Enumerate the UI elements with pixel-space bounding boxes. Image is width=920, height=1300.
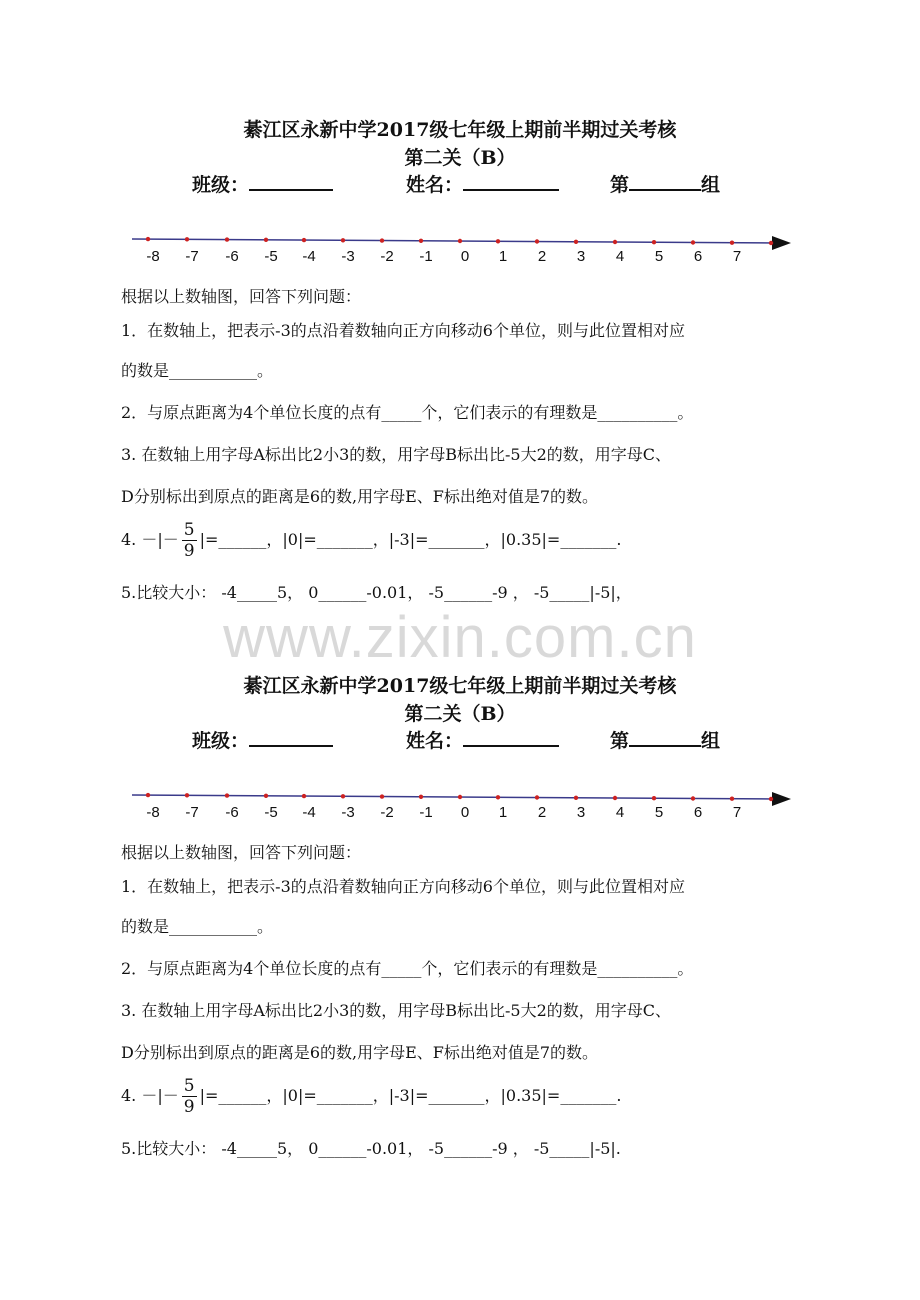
tick-dot — [458, 239, 462, 243]
tick-dot — [341, 238, 345, 242]
question-1-line-2: 的数是___________。 — [121, 361, 274, 380]
tick-label: -7 — [185, 804, 199, 821]
tick-dot — [496, 795, 500, 799]
watermark: www.zixin.com.cn — [223, 605, 697, 670]
tick-dot — [769, 241, 773, 245]
fraction — [182, 520, 197, 561]
number-line — [0, 225, 920, 270]
tick-dot — [185, 237, 189, 241]
tick-label: -7 — [185, 248, 199, 265]
class-label: 班级： — [192, 730, 250, 752]
tick-dot — [380, 238, 384, 242]
tick-label: -2 — [380, 804, 394, 821]
question-2: 2．与原点距离为4个单位长度的点有_____个，它们表示的有理数是__________。 — [121, 959, 694, 978]
tick-group — [146, 237, 773, 265]
group-blank[interactable] — [629, 171, 701, 191]
exam-title: 綦江区永新中学2017级七年级上期前半期过关考核 — [243, 675, 677, 697]
tick-label: -6 — [225, 248, 239, 265]
tick-label: 7 — [732, 804, 742, 821]
question-2: 2．与原点距离为4个单位长度的点有_____个，它们表示的有理数是__________。 — [121, 403, 694, 422]
tick-label: -4 — [302, 248, 316, 265]
question-3-line-2: D分别标出到原点的距离是6的数,用字母E、F标出绝对值是7的数。 — [121, 487, 599, 506]
class-blank[interactable] — [249, 727, 333, 747]
exam-subtitle: 第二关（B） — [404, 703, 516, 725]
question-4-prefix: 4. －|－ — [121, 1086, 179, 1105]
tick-dot — [652, 796, 656, 800]
tick-dot — [264, 794, 268, 798]
tick-dot — [419, 795, 423, 799]
tick-label: 3 — [576, 248, 586, 265]
question-4-prefix: 4. －|－ — [121, 530, 179, 549]
tick-label: -2 — [380, 248, 394, 265]
tick-label: -1 — [419, 804, 433, 821]
tick-dot — [225, 237, 229, 241]
tick-label: 1 — [498, 248, 508, 265]
tick-dot — [730, 241, 734, 245]
fraction-numerator: 5 — [183, 520, 195, 540]
class-field — [192, 726, 333, 753]
tick-dot — [535, 239, 539, 243]
fraction-numerator: 5 — [183, 1076, 195, 1096]
tick-label: -1 — [419, 248, 433, 265]
question-5: 5.比较大小： -4_____5， 0______-0.01， -5______-9 ， -5_____|-5|. — [121, 1139, 621, 1158]
fraction-denominator: 9 — [183, 1097, 195, 1117]
tick-dot — [146, 237, 150, 241]
tick-group — [146, 793, 773, 821]
question-3-line-2: D分别标出到原点的距离是6的数,用字母E、F标出绝对值是7的数。 — [121, 1043, 599, 1062]
axis-arrow-icon — [772, 792, 791, 806]
question-4-rest: |=______，|0|=_______，|-3|=_______，|0.35|=_______. — [199, 530, 622, 549]
tick-dot — [380, 794, 384, 798]
tick-label: 2 — [537, 804, 547, 821]
question-1-line-2: 的数是___________。 — [121, 917, 274, 936]
fraction — [182, 1076, 197, 1117]
tick-dot — [613, 240, 617, 244]
tick-dot — [225, 793, 229, 797]
tick-label: 1 — [498, 804, 508, 821]
question-5: 5.比较大小： -4_____5， 0______-0.01， -5______-9 ， -5_____|-5|， — [121, 583, 632, 602]
tick-label: 6 — [693, 804, 703, 821]
group-prefix: 第 — [610, 174, 630, 196]
tick-dot — [535, 795, 539, 799]
tick-dot — [691, 240, 695, 244]
tick-label: -5 — [264, 804, 278, 821]
tick-label: -3 — [341, 248, 355, 265]
tick-dot — [652, 240, 656, 244]
group-suffix: 组 — [701, 730, 721, 752]
question-1-line-1: 1．在数轴上，把表示-3的点沿着数轴向正方向移动6个单位，则与此位置相对应 — [121, 321, 685, 340]
tick-label: 6 — [693, 248, 703, 265]
question-4 — [121, 1076, 621, 1117]
fraction-denominator: 9 — [183, 541, 195, 561]
tick-label: -4 — [302, 804, 316, 821]
name-field — [406, 170, 559, 197]
tick-dot — [185, 793, 189, 797]
tick-dot — [613, 796, 617, 800]
group-field — [610, 726, 720, 753]
name-label: 姓名： — [406, 174, 464, 196]
axis-arrow-icon — [772, 236, 791, 250]
tick-label: -8 — [146, 804, 160, 821]
tick-label: 3 — [576, 804, 586, 821]
question-1-line-1: 1．在数轴上，把表示-3的点沿着数轴向正方向移动6个单位，则与此位置相对应 — [121, 877, 685, 896]
tick-label: -5 — [264, 248, 278, 265]
group-blank[interactable] — [629, 727, 701, 747]
tick-dot — [302, 238, 306, 242]
intro-text: 根据以上数轴图，回答下列问题： — [121, 287, 362, 306]
name-blank[interactable] — [463, 727, 559, 747]
name-blank[interactable] — [463, 171, 559, 191]
tick-dot — [458, 795, 462, 799]
question-3-line-1: 3. 在数轴上用字母A标出比2小3的数，用字母B标出比-5大2的数，用字母C、 — [121, 1001, 672, 1020]
tick-label: -3 — [341, 804, 355, 821]
question-4-rest: |=______，|0|=_______，|-3|=_______，|0.35|=_______. — [199, 1086, 622, 1105]
tick-dot — [146, 793, 150, 797]
question-3-line-1: 3. 在数轴上用字母A标出比2小3的数，用字母B标出比-5大2的数，用字母C、 — [121, 445, 672, 464]
group-suffix: 组 — [701, 174, 721, 196]
tick-dot — [730, 797, 734, 801]
tick-dot — [691, 796, 695, 800]
group-prefix: 第 — [610, 730, 630, 752]
class-blank[interactable] — [249, 171, 333, 191]
name-label: 姓名： — [406, 730, 464, 752]
question-4 — [121, 520, 621, 561]
tick-dot — [769, 797, 773, 801]
tick-dot — [574, 796, 578, 800]
tick-label: 4 — [615, 248, 625, 265]
tick-label: -6 — [225, 804, 239, 821]
tick-label: -8 — [146, 248, 160, 265]
tick-label: 0 — [460, 248, 470, 265]
class-label: 班级： — [192, 174, 250, 196]
tick-dot — [496, 239, 500, 243]
class-field — [192, 170, 333, 197]
name-field — [406, 726, 559, 753]
tick-dot — [302, 794, 306, 798]
exam-title: 綦江区永新中学2017级七年级上期前半期过关考核 — [243, 119, 677, 141]
number-line — [0, 781, 920, 826]
tick-label: 5 — [654, 804, 664, 821]
tick-label: 0 — [460, 804, 470, 821]
group-field — [610, 170, 720, 197]
tick-dot — [341, 794, 345, 798]
tick-label: 4 — [615, 804, 625, 821]
tick-label: 5 — [654, 248, 664, 265]
tick-dot — [264, 238, 268, 242]
tick-dot — [419, 239, 423, 243]
intro-text: 根据以上数轴图，回答下列问题： — [121, 843, 362, 862]
tick-label: 2 — [537, 248, 547, 265]
tick-label: 7 — [732, 248, 742, 265]
tick-dot — [574, 240, 578, 244]
exam-subtitle: 第二关（B） — [404, 147, 516, 169]
